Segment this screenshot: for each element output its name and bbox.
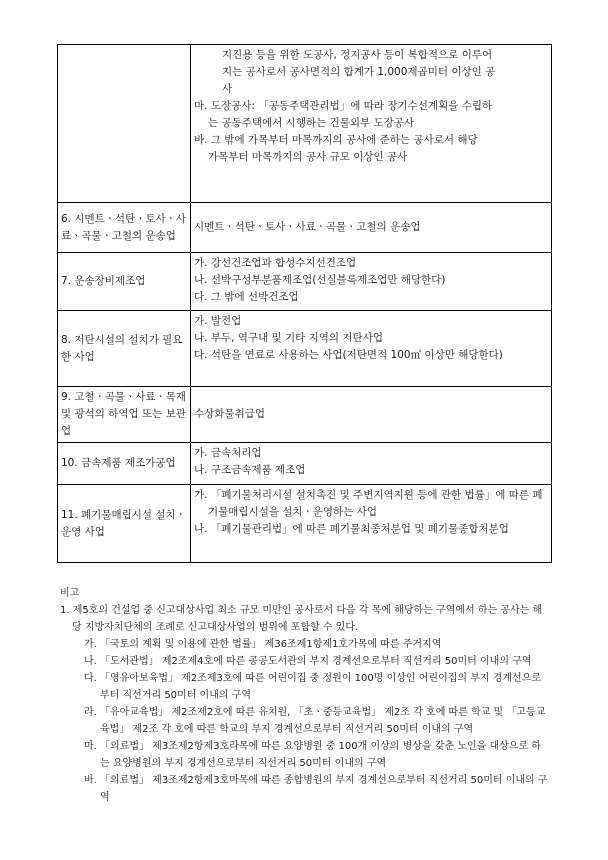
row-value	[191, 253, 552, 311]
list-item: 나. 구조금속제품 제조업	[194, 464, 306, 476]
table-row	[58, 311, 552, 387]
list-item: 다. 석탄을 연료로 사용하는 사업(저탄면적 100㎡ 이상만 해당한다)	[194, 349, 503, 361]
row-label-empty	[58, 45, 191, 203]
item-ba-line1: 바. 그 밖에 가목부터 마목까지의 공사에 준하는 공사로서 해당	[194, 134, 478, 146]
row-label: 8. 저탄시설의 설치가 필요한 사업	[58, 311, 191, 387]
remarks-item: 1. 제5호의 건설업 중 신고대상사업 최소 규모 미만인 공사로서 다음 각 목에 해당하는 구역에서 하는 공사는 해당 지방자치단체의 조례로 신고대상사업의 범위에 포함할 수 있다.	[60, 605, 543, 633]
continued-text-line: 지진용 등을 위한 도공사, 정지공사 등이 복합적으로 이루어	[222, 49, 493, 61]
remarks-subitem: 다. 「영유아보육법」 제2조제3호에 따른 어린이집 중 정원이 100명 이상인 어린이집의 부지 경계선으로부터 직선거리 50미터 이내의 구역	[84, 673, 542, 701]
table-row	[58, 253, 552, 311]
row-value	[191, 443, 552, 485]
list-item: 나. 「폐기물관리법」에 따른 폐기물최종처분업 및 폐기물종합처분업	[194, 523, 509, 535]
row-label: 7. 운송장비제조업	[58, 253, 191, 311]
table-row	[58, 203, 552, 253]
remarks-subitem: 마. 「의료법」 제3조제2항제3호라목에 따른 요양병원 중 100개 이상의 병상을 갖춘 노인을 대상으로 하는 요양병원의 부지 경계선으로부터 직선거리 50미터 이내의 구역	[84, 741, 541, 769]
row-value: 시멘트ㆍ석탄ㆍ토사ㆍ사료ㆍ곡물ㆍ고철의 운송업	[191, 203, 552, 253]
continued-text-line: 지는 공사로서 공사면적의 합계가 1,000제곱미터 이상인 공	[222, 66, 496, 78]
remarks-heading: 비고	[60, 588, 80, 599]
item-ba-line2: 가목부터 마목까지의 공사 규모 이상인 공사	[208, 151, 408, 163]
continued-text-line: 사	[222, 83, 233, 95]
remarks-subitem: 나. 「도서관법」 제2조제4호에 따른 공공도서관의 부지 경계선으로부터 직선거리 50미터 이내의 구역	[84, 656, 532, 667]
row-label: 6. 시멘트ㆍ석탄ㆍ토사ㆍ사료ㆍ곡물ㆍ고철의 운송업	[58, 203, 191, 253]
row-label: 9. 고철ㆍ곡물ㆍ사료ㆍ목재 및 광석의 하역업 또는 보관업	[58, 387, 191, 443]
remarks-subitem: 바. 「의료법」 제3조제2항제3호마목에 따른 종합병원의 부지 경계선으로부터 직선거리 50미터 이내의 구역	[84, 775, 548, 803]
list-item: 나. 부두, 역구내 및 기타 지역의 저탄사업	[194, 332, 383, 344]
row-label: 11. 폐기물매립시설 설치ㆍ운영 사업	[58, 485, 191, 563]
row-label: 10. 금속제품 제조가공업	[58, 443, 191, 485]
list-item: 가. 발전업	[194, 315, 242, 327]
item-ma-line1: 마. 도장공사: 「공동주택관리법」에 따라 장기수선계획을 수립하	[194, 100, 493, 112]
item-ma-line2: 는 공동주택에서 시행하는 건물외부 도장공사	[208, 117, 415, 129]
list-item: 가. 금속처리업	[194, 447, 262, 459]
regulation-table	[57, 44, 552, 563]
list-item: 가. 「폐기물처리시설 설치촉진 및 주변지역지원 등에 관한 법률」에 따른 폐기물매립시설을 설치ㆍ운영하는 사업	[194, 489, 543, 518]
table-row	[58, 443, 552, 485]
table-row	[58, 387, 552, 443]
row-value: 수상화물취급업	[191, 387, 552, 443]
list-item: 가. 강선건조업과 합성수지선건조업	[194, 257, 357, 269]
remarks-subitem: 가. 「국토의 계획 및 이용에 관한 법률」 제36조제1항제1호가목에 따른 주거지역	[84, 639, 442, 650]
remarks-subitem: 라. 「유아교육법」 제2조제2호에 따른 유치원, 「초ㆍ중등교육법」 제2조 각 호에 따른 학교 및 「고등교육법」 제2조 각 호에 따른 학교의 부지 경계선으로부터 직선거리 50미터 이내의 구역	[84, 707, 546, 735]
row-value	[191, 311, 552, 387]
remarks-section	[60, 585, 550, 806]
list-item: 나. 선박구성부분품제조업(선실블록제조업만 해당한다)	[194, 274, 446, 286]
row-value	[191, 45, 552, 203]
list-item: 다. 그 밖에 선박건조업	[194, 291, 299, 303]
row-value	[191, 485, 552, 563]
table-row	[58, 45, 552, 203]
table-row	[58, 485, 552, 563]
